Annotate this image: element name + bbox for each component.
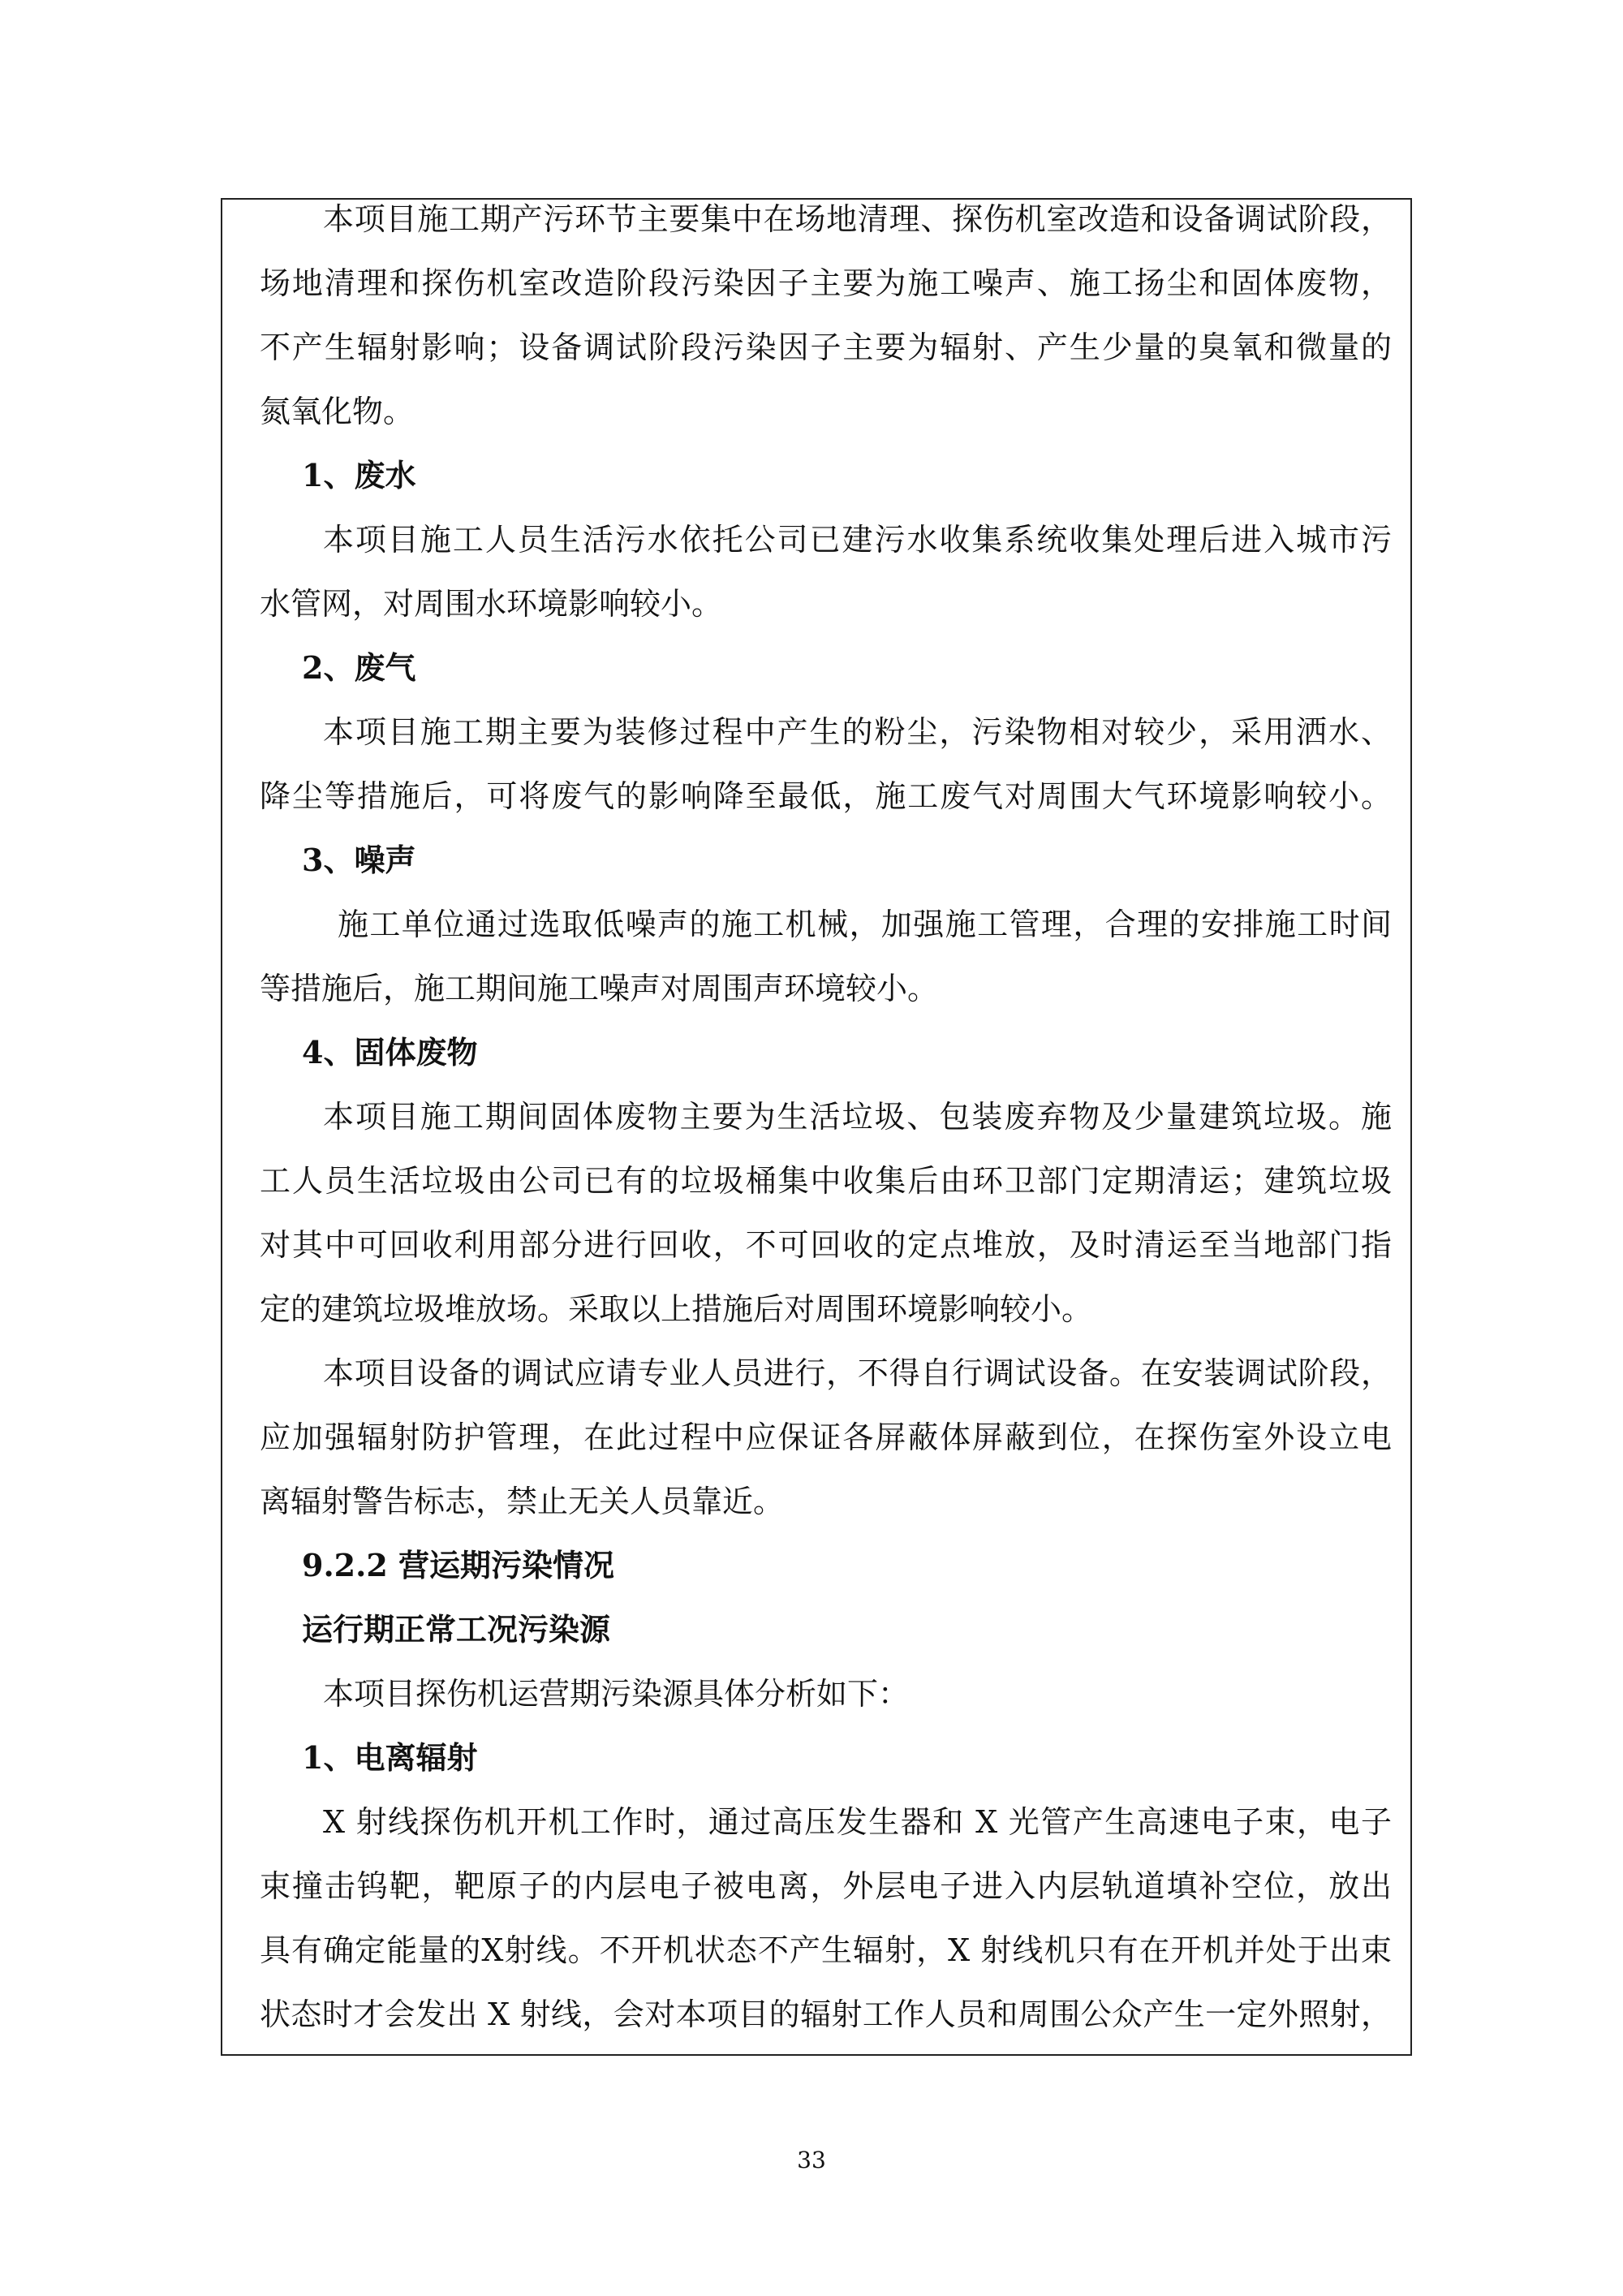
paragraph-line: X 射线探伤机开机工作时，通过高压发生器和 X 光管产生高速电子束，电子 [323, 1804, 1392, 1840]
paragraph-line: 氮氧化物。 [260, 394, 415, 429]
paragraph-line: 本项目施工期主要为装修过程中产生的粉尘，污染物相对较少，采用洒水、 [323, 714, 1392, 750]
paragraph-line: 离辐射警告标志，禁止无关人员靠近。 [260, 1484, 785, 1519]
paragraph-line: 具有确定能量的X射线。不开机状态不产生辐射，X 射线机只有在开机并处于出束 [260, 1932, 1392, 1968]
paragraph-line: 对其中可回收利用部分进行回收，不可回收的定点堆放，及时清运至当地部门指 [260, 1227, 1392, 1263]
section-heading-ionizing-radiation: 1、电离辐射 [302, 1739, 478, 1776]
paragraph-line: 束撞击钨靶，靶原子的内层电子被电离，外层电子进入内层轨道填补空位，放出 [260, 1868, 1392, 1904]
paragraph-line: 不产生辐射影响；设备调试阶段污染因子主要为辐射、产生少量的臭氧和微量的 [260, 330, 1392, 365]
paragraph-line: 本项目设备的调试应请专业人员进行，不得自行调试设备。在安装调试阶段， [323, 1355, 1392, 1391]
paragraph-line: 定的建筑垃圾堆放场。采取以上措施后对周围环境影响较小。 [260, 1291, 1093, 1327]
paragraph-line: 应加强辐射防护管理，在此过程中应保证各屏蔽体屏蔽到位，在探伤室外设立电 [260, 1419, 1392, 1455]
subheading-normal-condition-sources: 运行期正常工况污染源 [302, 1611, 611, 1648]
section-heading-noise: 3、噪声 [302, 842, 416, 878]
paragraph-line: 场地清理和探伤机室改造阶段污染因子主要为施工噪声、施工扬尘和固体废物， [260, 265, 1392, 301]
paragraph-line: 施工单位通过选取低噪声的施工机械，加强施工管理，合理的安排施工时间 [338, 907, 1392, 942]
paragraph-line: 水管网，对周围水环境影响较小。 [260, 586, 723, 622]
paragraph-line: 本项目探伤机运营期污染源具体分析如下： [323, 1676, 910, 1712]
paragraph-line: 本项目施工人员生活污水依托公司已建污水收集系统收集处理后进入城市污 [323, 522, 1392, 558]
section-heading-operation-pollution: 9.2.2 营运期污染情况 [302, 1547, 615, 1583]
paragraph-line: 降尘等措施后，可将废气的影响降至最低，施工废气对周围大气环境影响较小。 [260, 778, 1392, 814]
page-number: 33 [797, 2147, 826, 2173]
paragraph-line: 本项目施工期产污环节主要集中在场地清理、探伤机室改造和设备调试阶段， [323, 201, 1392, 237]
section-heading-solid-waste: 4、固体废物 [302, 1034, 478, 1070]
paragraph-line: 工人员生活垃圾由公司已有的垃圾桶集中收集后由环卫部门定期清运；建筑垃圾 [260, 1163, 1392, 1199]
paragraph-line: 状态时才会发出 X 射线，会对本项目的辐射工作人员和周围公众产生一定外照射， [260, 1997, 1392, 2032]
section-heading-exhaust-gas: 2、废气 [302, 649, 416, 686]
paragraph-line: 等措施后，施工期间施工噪声对周围声环境较小。 [260, 971, 939, 1006]
paragraph-line: 本项目施工期间固体废物主要为生活垃圾、包装废弃物及少量建筑垃圾。施 [323, 1099, 1392, 1135]
section-heading-wastewater: 1、废水 [302, 457, 416, 493]
